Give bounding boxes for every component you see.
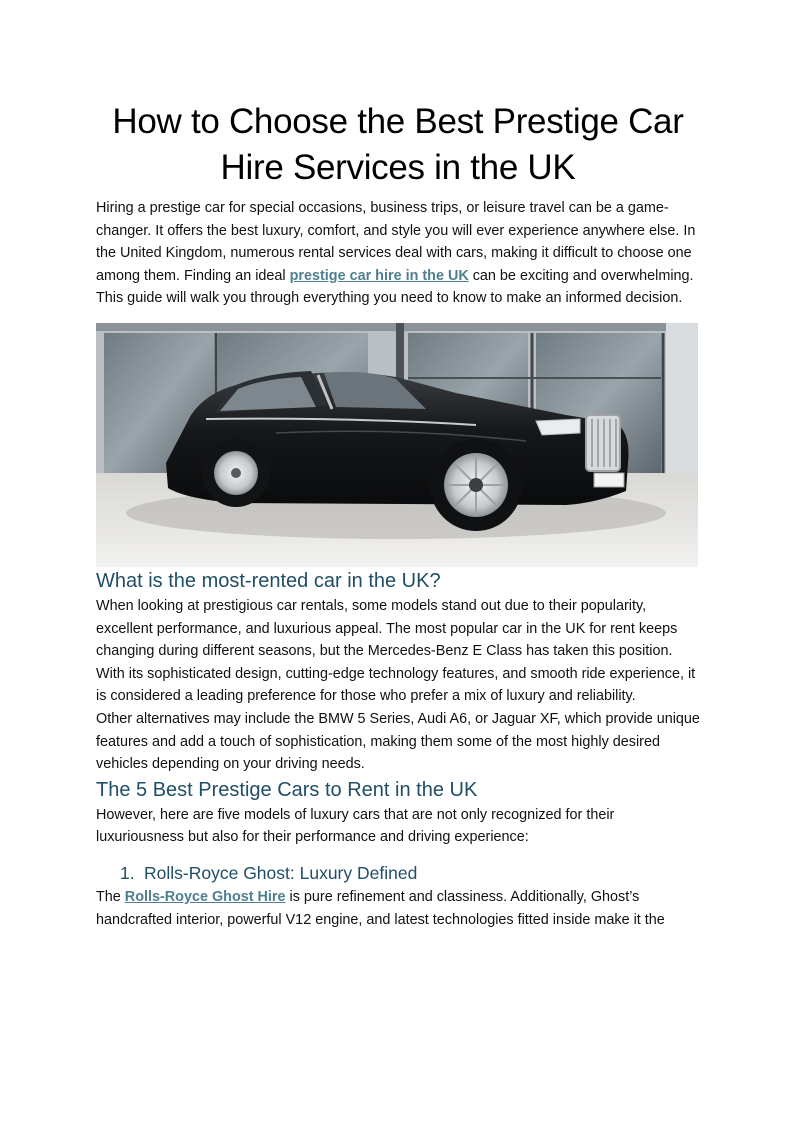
section-heading-best-cars: The 5 Best Prestige Cars to Rent in the UK	[96, 778, 478, 801]
list-number: 1.	[120, 862, 135, 883]
section1-paragraph-1: When looking at prestigious car rentals, some models stand out due to their popularity, excellent performance, and luxurious appeal. The most popular car in the UK for rent keeps changing during different seasons, but the Mercedes-Benz E Class has taken this position. With its sophisticated design, cutting-edge technology features, and smooth ride experience, it is considered a leading preference for those who prefer a mix of luxury and reliability.	[96, 597, 696, 705]
section1-paragraph-2: Other alternatives may include the BMW 5 Series, Audi A6, or Jaguar XF, which provide unique features and add a touch of sophistication, making them some of the most highly desired vehicles depending on your driving needs.	[96, 710, 700, 773]
list-item-title: Rolls-Royce Ghost: Luxury Defined	[144, 862, 418, 883]
intro-text-end: can be exciting and overwhelming. This guide will walk you through everything you need to know to make an informed decision.	[96, 267, 694, 307]
list-text-end: is pure refinement and classiness. Additionally, Ghost’s handcrafted interior, powerful V12 engine, and latest technologies fitted inside make it the	[96, 888, 665, 928]
document-page	[96, 0, 700, 931]
page-title: How to Choose the Best Prestige Car Hire Services in the UK	[112, 102, 684, 187]
intro-text-start: Hiring a prestige car for special occasions, business trips, or leisure travel can be a game-changer. It offers the best luxury, comfort, and style you will ever experience anywhere else. In the United Kingdom, numerous rental services deal with cars, making it difficult to choose one among them. Finding an ideal	[96, 200, 696, 284]
list-item-heading-1	[96, 860, 700, 886]
section-heading-most-rented: What is the most-rented car in the UK?	[96, 569, 441, 592]
list-item-paragraph-1	[96, 886, 700, 931]
list-text-start: The	[96, 888, 125, 905]
prestige-car-hire-link[interactable]: prestige car hire in the UK	[289, 267, 469, 284]
section2-paragraph-1: However, here are five models of luxury cars that are not only recognized for their luxuriousness but also for their performance and driving experience:	[96, 806, 615, 846]
rolls-royce-ghost-hire-link[interactable]: Rolls-Royce Ghost Hire	[124, 888, 286, 905]
intro-paragraph	[96, 197, 700, 310]
hero-car-image	[96, 323, 698, 567]
rolls-royce-photo	[96, 323, 698, 567]
